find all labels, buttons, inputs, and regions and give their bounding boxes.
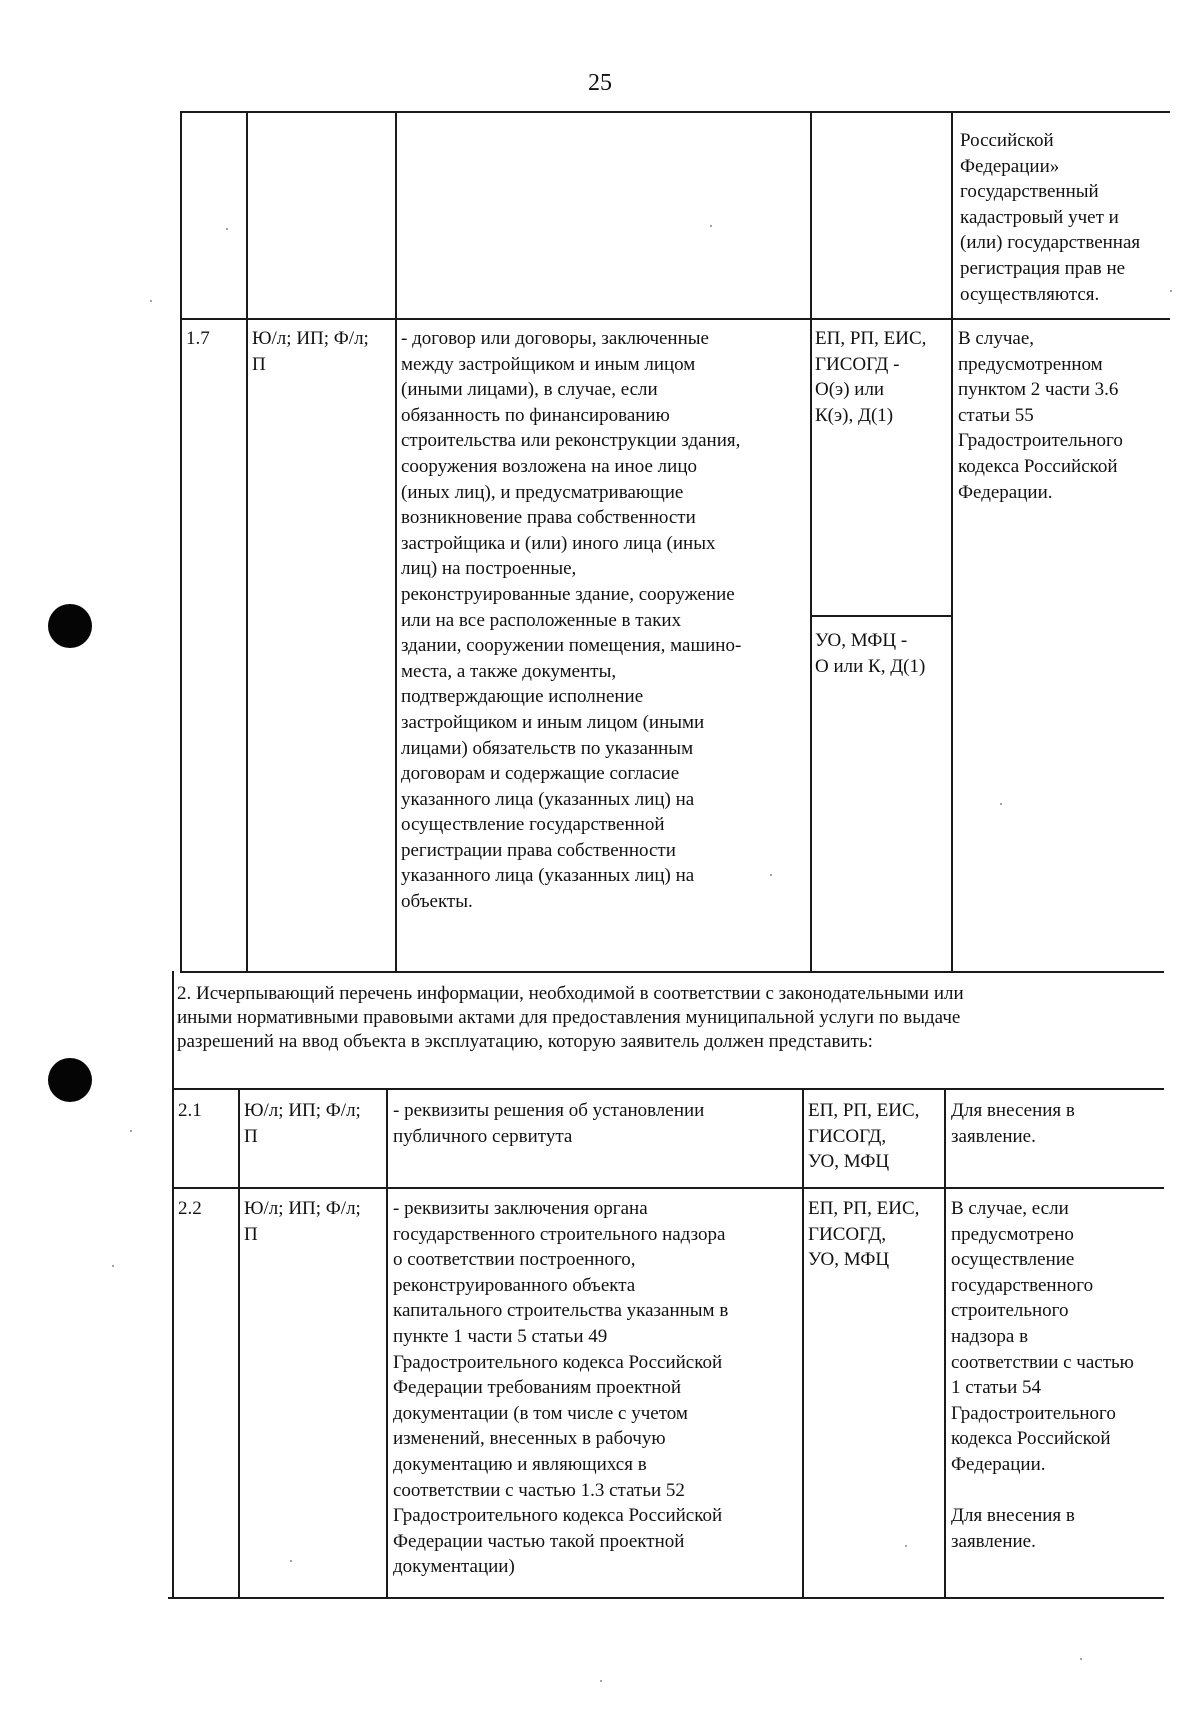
row-1-7-document: - договор или договоры, заключенные между застройщиком и иным лицом (иными лицами), в случае, если обязанность по финансированию строительства или реконструкции здания, сооружения возложена на иное лицо (иных лиц), и предусматривающие возникновение права собственности застройщика и (или) иного лица (иных лиц) на построенные, реконструированные здание, сооружение или на все расположенные в таких здании, сооружении помещения, машино- места, а также документы, подтверждающие исполнение застройщиком и иным лицом (иными лицами) обязательств по указанным договорам и содержащие согласие указанного лица (указанных лиц) на осуществление государственной регистрации права собственности указанного лица (указанных лиц) на объекты. [401,328,742,913]
binder-hole-lower [48,1058,92,1102]
row-1-7-number: 1.7 [186,328,210,349]
row-2-2-note: В случае, если предусмотрено осуществление государственного строительного надзора в соответствии с частью 1 статьи 54 Градостроительного кодекса Российской Федерации. Для внесения в заявление. [951,1198,1134,1552]
row-1-7-note: В случае, предусмотренном пунктом 2 части 3.6 статьи 55 Градостроительного кодекса Российской Федерации. [958,328,1123,503]
binder-hole-upper [48,604,92,648]
row-2-2-number: 2.2 [178,1198,202,1219]
section-2-heading: 2. Исчерпывающий перечень информации, необходимой в соответствии с законодательными или иными нормативными правовыми актами для предоставления муниципальной услуги по выдаче разрешений на ввод объекта в эксплуатацию, которую заявитель должен представить: [177,983,964,1052]
row-2-1-number: 2.1 [178,1100,202,1121]
row-2-2-applicant: Ю/л; ИП; Ф/л; П [244,1198,361,1245]
row-1-7-applicant: Ю/л; ИП; Ф/л; П [252,328,369,375]
row-2-1-note: Для внесения в заявление. [951,1100,1075,1147]
continuation-note-cell: Российской Федерации» государственный кадастровый учет и (или) государственная регистрация прав не осуществляются. [960,130,1141,305]
row-2-2-document: - реквизиты заключения органа государственного строительного надзора о соответствии построенного, реконструированного объекта капитального строительства указанным в пункте 1 части 5 статьи 49 Градостроительного кодекса Российской Федерации требованиям проектной документации (в том числе с учетом изменений, внесенных в рабочую документацию и являющихся в соответствии с частью 1.3 статьи 52 Градостроительного кодекса Российской Федерации частью такой проектной документации) [393,1198,729,1578]
row-1-7-channel-office: УО, МФЦ - О или К, Д(1) [815,630,926,677]
row-2-1-applicant: Ю/л; ИП; Ф/л; П [244,1100,361,1147]
row-2-1-channel: ЕП, РП, ЕИС, ГИСОГД, УО, МФЦ [808,1100,920,1173]
row-2-2-channel: ЕП, РП, ЕИС, ГИСОГД, УО, МФЦ [808,1198,920,1271]
page-number: 25 [588,70,612,96]
row-1-7-channel-electronic: ЕП, РП, ЕИС, ГИСОГД - О(э) или К(э), Д(1) [815,328,927,426]
row-2-1-document: - реквизиты решения об установлении публичного сервитута [393,1100,705,1147]
